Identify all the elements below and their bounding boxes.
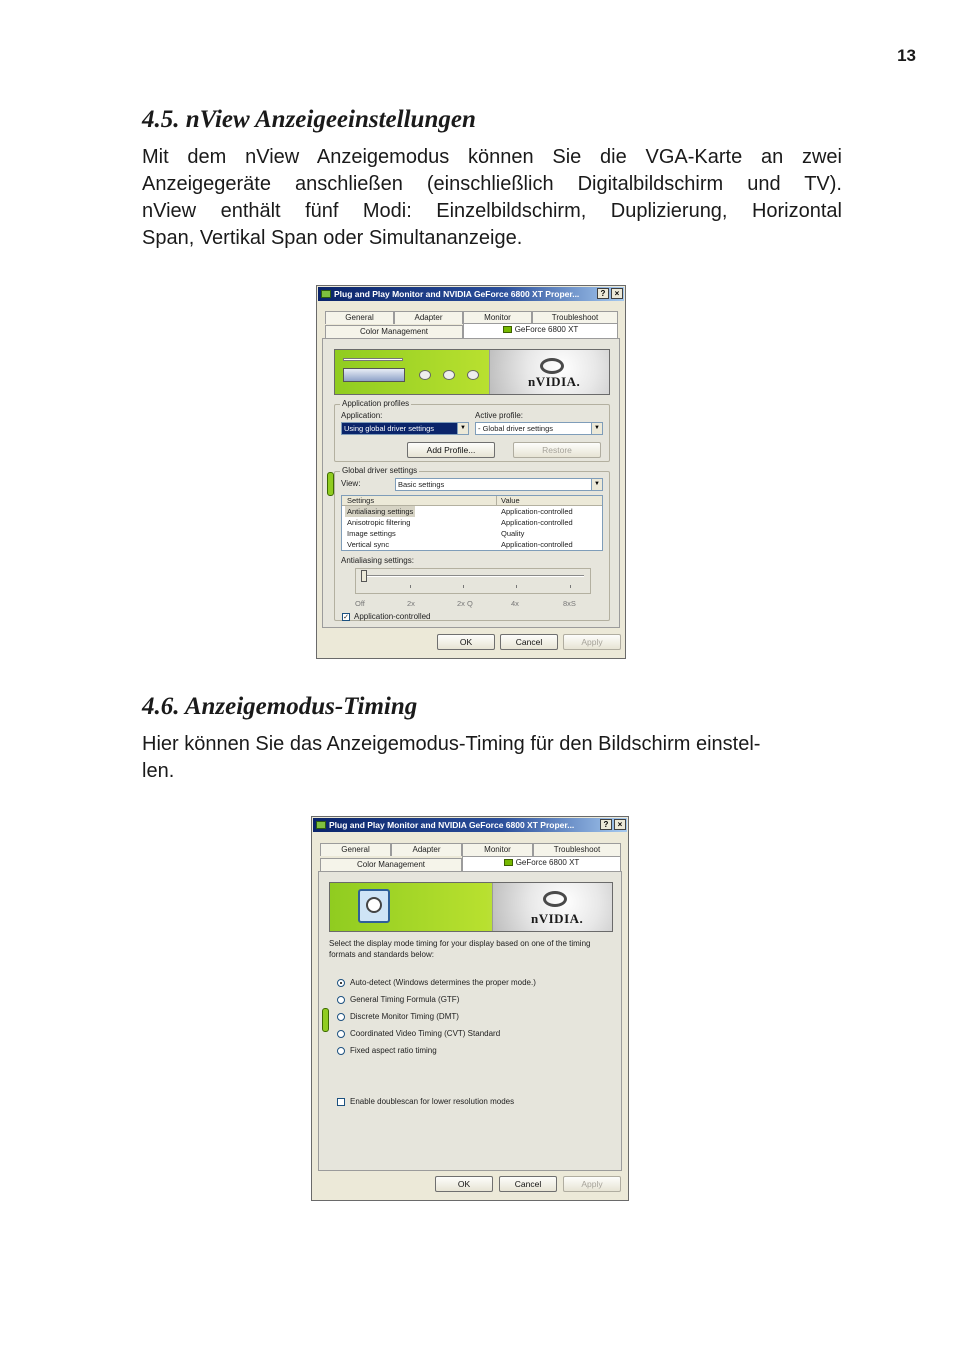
tab-adapter[interactable]: Adapter [394, 311, 463, 324]
tab-geforce[interactable] [462, 856, 621, 871]
antialiasing-slider-track[interactable] [362, 575, 584, 577]
section-heading-nview: 4.5. nView Anzeigeeinstellungen [142, 106, 476, 133]
nview-properties-dialog [316, 285, 626, 659]
settings-row[interactable] [342, 528, 602, 539]
page-number: 13 [897, 46, 916, 65]
settings-row[interactable] [342, 506, 602, 517]
dialog-titlebar[interactable] [318, 287, 624, 301]
chevron-down-icon[interactable]: ▼ [457, 423, 468, 434]
settings-row[interactable] [342, 517, 602, 528]
nvidia-logo [489, 350, 609, 394]
nvidia-banner [334, 349, 610, 395]
ok-button[interactable]: OK [437, 634, 495, 650]
section-paragraph-timing [142, 731, 842, 785]
dialog-titlebar[interactable] [313, 818, 627, 832]
banner-bullet-icon [443, 370, 455, 380]
banner-bullet-icon [467, 370, 479, 380]
timing-option-label[interactable]: Auto-detect (Windows determines the proper mode.) [350, 978, 536, 987]
column-header-settings[interactable]: Settings [347, 496, 375, 505]
paragraph-line: Hier können Sie das Anzeigemodus-Timing für den Bildschirm einstel- [142, 733, 761, 755]
setting-value: Application-controlled [501, 507, 573, 516]
monitor-icon [321, 290, 331, 298]
setting-name: Vertical sync [347, 540, 390, 549]
section-heading-timing: 4.6. Anzeigemodus-Timing [142, 693, 418, 720]
active-profile-dropdown-value: - Global driver settings [478, 424, 554, 433]
setting-value: Application-controlled [501, 518, 573, 527]
monitor-icon [316, 821, 326, 829]
dialog-title: Plug and Play Monitor and NVIDIA GeForce 6800 XT Proper... [329, 820, 575, 830]
restore-button[interactable]: Restore [513, 442, 601, 458]
nvidia-wordmark: nVIDIA. [531, 911, 584, 926]
tab-color-management[interactable]: Color Management [325, 325, 463, 338]
tick-label: Off [355, 599, 365, 608]
nvidia-eye-icon [540, 358, 564, 374]
timing-option-label[interactable]: Coordinated Video Timing (CVT) Standard [350, 1029, 501, 1038]
section-paragraph-nview [142, 144, 842, 252]
nvidia-icon [503, 326, 512, 333]
cancel-button[interactable]: Cancel [499, 1176, 557, 1192]
doublescan-label: Enable doublescan for lower resolution modes [350, 1097, 515, 1106]
application-controlled-checkbox[interactable]: ✓ [343, 614, 349, 621]
tab-monitor[interactable]: Monitor [462, 843, 533, 856]
tick-label: 2x Q [457, 599, 473, 608]
close-button[interactable]: × [614, 819, 626, 830]
antialiasing-settings-label: Antialiasing settings: [341, 556, 414, 565]
paragraph-line: nView enthält fünf Modi: Einzelbildschirm, Duplizierung, Horizontal [142, 200, 842, 222]
paragraph-line: Span, Vertikal Span oder Simultananzeige. [142, 227, 523, 249]
add-profile-button[interactable]: Add Profile... [407, 442, 495, 458]
timing-option-radio[interactable] [337, 1030, 345, 1038]
timing-option-radio[interactable] [337, 996, 345, 1004]
antialiasing-slider-frame [355, 568, 591, 594]
close-button[interactable]: × [611, 288, 623, 299]
view-dropdown[interactable] [395, 478, 603, 491]
settings-row[interactable] [342, 539, 602, 550]
timing-option-radio[interactable] [337, 979, 345, 987]
tick-label: 4x [511, 599, 519, 608]
tab-troubleshoot[interactable]: Troubleshoot [533, 843, 621, 856]
setting-name: Antialiasing settings [347, 507, 414, 516]
application-dropdown-value: Using global driver settings [344, 424, 435, 433]
tab-general[interactable]: General [320, 843, 391, 856]
slider-tick [463, 585, 464, 588]
settings-panel [322, 338, 620, 628]
view-dropdown-value: Basic settings [398, 480, 445, 489]
tab-adapter[interactable]: Adapter [391, 843, 462, 856]
tab-geforce-label: GeForce 6800 XT [514, 325, 579, 334]
global-driver-settings-group [334, 466, 610, 621]
timing-panel [318, 871, 622, 1171]
clock-icon [366, 897, 382, 913]
column-header-value[interactable]: Value [496, 496, 520, 506]
chevron-down-icon[interactable]: ▼ [591, 479, 602, 490]
chevron-down-icon[interactable]: ▼ [591, 423, 602, 434]
monitor-timing-icon [358, 889, 390, 923]
tick-label: 2x [407, 599, 415, 608]
cancel-button[interactable]: Cancel [500, 634, 558, 650]
apply-button[interactable]: Apply [563, 1176, 621, 1192]
nvidia-logo [492, 883, 612, 931]
active-profile-label: Active profile: [475, 411, 524, 420]
timing-intro-line: formats and standards below: [329, 950, 434, 959]
timing-option-label[interactable]: General Timing Formula (GTF) [350, 995, 460, 1004]
paragraph-line: len. [142, 760, 175, 782]
nvidia-icon [504, 859, 513, 866]
nvidia-eye-icon [543, 891, 567, 907]
tab-monitor[interactable]: Monitor [463, 311, 532, 324]
application-dropdown[interactable] [341, 422, 469, 435]
tab-geforce[interactable] [463, 323, 618, 338]
setting-name: Anisotropic filtering [347, 518, 411, 527]
tab-troubleshoot[interactable]: Troubleshoot [532, 311, 618, 324]
dialog-title: Plug and Play Monitor and NVIDIA GeForce 6800 XT Proper... [334, 289, 580, 299]
antialiasing-slider-thumb[interactable] [361, 570, 367, 582]
timing-intro-line: Select the display mode timing for your display based on one of the timing [329, 939, 591, 948]
global-driver-settings-label: Global driver settings [342, 466, 418, 475]
setting-name: Image settings [347, 529, 396, 538]
application-profiles-label: Application profiles [342, 399, 410, 408]
doublescan-checkbox[interactable] [337, 1098, 345, 1106]
timing-option-label[interactable]: Discrete Monitor Timing (DMT) [350, 1012, 459, 1021]
paragraph-line: Mit dem nView Anzeigemodus können Sie die VGA-Karte an zwei [142, 146, 842, 168]
timing-properties-dialog [311, 816, 629, 1201]
nvidia-banner [329, 882, 613, 932]
apply-button[interactable]: Apply [563, 634, 621, 650]
slider-tick [516, 585, 517, 588]
ok-button[interactable]: OK [435, 1176, 493, 1192]
tab-color-management[interactable]: Color Management [320, 858, 462, 871]
help-button[interactable]: ? [600, 819, 612, 830]
setting-value: Application-controlled [501, 540, 573, 549]
application-profiles-group [334, 399, 610, 462]
timing-option-radio[interactable] [337, 1013, 345, 1021]
banner-bullet-icon [419, 370, 431, 380]
expand-handle[interactable] [327, 472, 334, 496]
settings-list-header [342, 496, 602, 506]
application-label: Application: [341, 411, 383, 420]
slider-tick [570, 585, 571, 588]
tab-geforce-label: GeForce 6800 XT [515, 858, 580, 867]
tick-label: 8xS [563, 599, 576, 608]
settings-list [341, 495, 603, 551]
timing-option-radio[interactable] [337, 1047, 345, 1055]
paragraph-line: Anzeigegeräte anschließen (einschließlich Digitalbildschirm und TV). [142, 173, 842, 195]
help-button[interactable]: ? [597, 288, 609, 299]
banner-slider-icon [343, 358, 403, 361]
active-profile-dropdown[interactable] [475, 422, 603, 435]
tab-general[interactable]: General [325, 311, 394, 324]
setting-value: Quality [501, 529, 525, 538]
expand-handle[interactable] [322, 1008, 329, 1032]
application-controlled-label: Application-controlled [354, 612, 431, 621]
view-label: View: [341, 479, 361, 488]
slider-tick [410, 585, 411, 588]
timing-option-label[interactable]: Fixed aspect ratio timing [350, 1046, 437, 1055]
nvidia-wordmark: nVIDIA. [528, 374, 581, 389]
banner-bar-icon [343, 368, 405, 382]
